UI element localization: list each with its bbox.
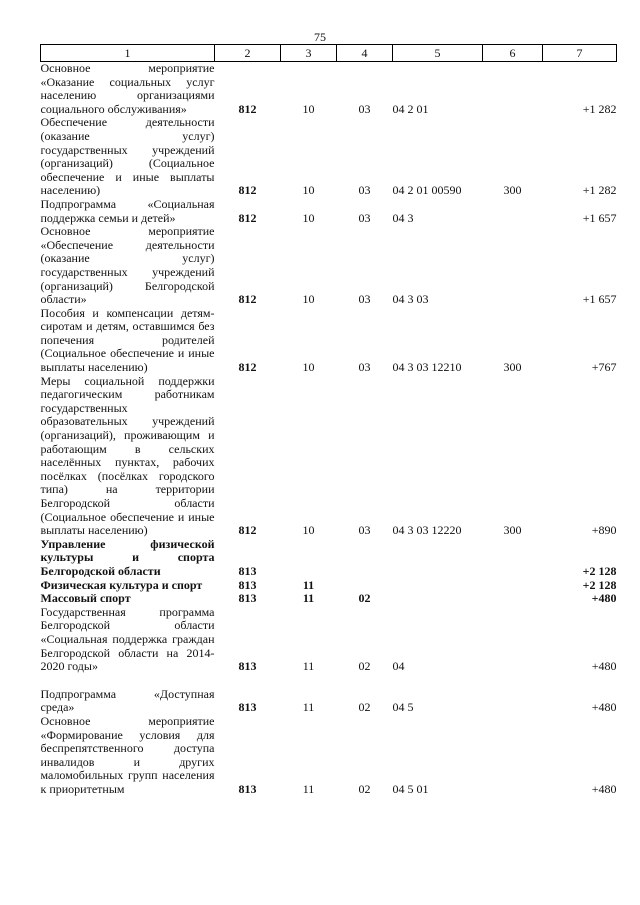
expense-type xyxy=(483,62,543,117)
col-header-1: 1 xyxy=(41,45,215,62)
ministry-code: 812 xyxy=(238,292,257,307)
section-code: 11 xyxy=(302,700,315,715)
row-name: Подпрограмма «Доступная среда» xyxy=(40,686,215,715)
table-row xyxy=(41,198,617,225)
table-row xyxy=(41,538,617,579)
table-row xyxy=(41,116,617,198)
table-row xyxy=(41,715,617,797)
target-article xyxy=(393,592,483,606)
ministry-code: 812 xyxy=(238,523,257,538)
subsection-code: 03 xyxy=(358,292,371,307)
expense-type xyxy=(483,579,543,593)
amount: +1 282 xyxy=(582,101,617,116)
ministry-code: 813 xyxy=(238,700,257,715)
ministry-code: 812 xyxy=(238,210,257,225)
col-header-2: 2 xyxy=(215,45,281,62)
section-code: 10 xyxy=(302,292,315,307)
subsection-code: 02 xyxy=(358,659,371,674)
ministry-code: 813 xyxy=(238,659,257,674)
target-article: 04 2 01 00590 xyxy=(392,183,462,198)
subsection-code: 02 xyxy=(358,781,371,796)
ministry-code: 813 xyxy=(238,563,257,578)
subsection-code: 02 xyxy=(358,591,371,606)
row-name: Пособия и компенсации детям-сиротам и детям, оставшимся без попечения родителей (Социальное обеспечение и иные выплаты населению) xyxy=(40,305,215,375)
table-row xyxy=(41,606,617,674)
target-article xyxy=(393,538,483,579)
ministry-code: 813 xyxy=(238,591,257,606)
expense-type xyxy=(483,715,543,797)
expense-type: 300 xyxy=(503,360,522,375)
row-name: Основное мероприятие «Формирование условия для беспрепятственного доступа инвалидов и других маломобильных групп населения к приоритетным xyxy=(40,713,215,796)
section-code: 10 xyxy=(302,101,315,116)
row-name: Основное мероприятие «Обеспечение деятельности (оказание услуг) государственных учреждений (организаций) Белгородской области» xyxy=(40,224,215,307)
target-article: 04 5 01 xyxy=(392,781,429,796)
target-article: 04 2 01 xyxy=(392,101,429,116)
row-name: Обеспечение деятельности (оказание услуг) государственных учреждений (организаций) (Социальное обеспечение и иные выплаты населению) xyxy=(40,115,215,198)
amount: +480 xyxy=(591,700,617,715)
ministry-code: 813 xyxy=(238,781,257,796)
expense-type xyxy=(483,538,543,579)
subsection-code: 02 xyxy=(358,700,371,715)
amount: +890 xyxy=(591,523,617,538)
ministry-code: 812 xyxy=(238,183,257,198)
table-row xyxy=(41,62,617,117)
subsection-code: 03 xyxy=(358,101,371,116)
section-code xyxy=(281,538,337,579)
expense-type: 300 xyxy=(503,183,522,198)
amount: +480 xyxy=(591,781,617,796)
col-header-3: 3 xyxy=(281,45,337,62)
target-article: 04 3 xyxy=(392,210,414,225)
target-article: 04 xyxy=(392,659,405,674)
section-code: 11 xyxy=(302,591,315,606)
col-header-6: 6 xyxy=(483,45,543,62)
table-row xyxy=(41,307,617,375)
subsection-code xyxy=(337,579,393,593)
target-article: 04 3 03 12210 xyxy=(392,360,462,375)
subsection-code: 03 xyxy=(358,210,371,225)
amount: +2 128 xyxy=(582,563,617,578)
row-name: Физическая культура и спорт xyxy=(40,577,203,592)
expense-type xyxy=(483,225,543,307)
row-name: Массовый спорт xyxy=(40,591,131,606)
ministry-code: 813 xyxy=(238,577,257,592)
page-number: 75 xyxy=(314,30,326,44)
subsection-code: 03 xyxy=(358,183,371,198)
section-code: 10 xyxy=(302,360,315,375)
target-article: 04 3 03 12220 xyxy=(392,523,462,538)
table-row xyxy=(41,592,617,606)
subsection-code: 03 xyxy=(358,523,371,538)
header-row xyxy=(41,45,617,62)
section-code: 11 xyxy=(302,577,315,592)
expense-type xyxy=(483,198,543,225)
table-row xyxy=(41,579,617,593)
amount: +1 657 xyxy=(582,292,617,307)
col-header-5: 5 xyxy=(393,45,483,62)
amount: +480 xyxy=(591,591,617,606)
ministry-code: 812 xyxy=(238,101,257,116)
amount: +1 282 xyxy=(582,183,617,198)
target-article: 04 5 xyxy=(392,700,414,715)
section-code: 11 xyxy=(302,659,315,674)
row-name: Государственная программа Белгородской области «Социальная поддержка граждан Белгородской области на 2014-2020 годы» xyxy=(40,604,215,674)
row-name: Подпрограмма «Социальная поддержка семьи и детей» xyxy=(40,196,215,225)
expense-type xyxy=(483,606,543,674)
section-code: 11 xyxy=(302,781,315,796)
spacer-row xyxy=(41,674,617,688)
subsection-code: 03 xyxy=(358,360,371,375)
section-code: 10 xyxy=(302,523,315,538)
amount: +2 128 xyxy=(582,577,617,592)
expense-type: 300 xyxy=(503,523,522,538)
table-row xyxy=(41,375,617,538)
col-header-4: 4 xyxy=(337,45,393,62)
col-header-7: 7 xyxy=(543,45,617,62)
ministry-code: 812 xyxy=(238,360,257,375)
amount: +767 xyxy=(591,360,617,375)
target-article: 04 3 03 xyxy=(392,292,429,307)
expense-type xyxy=(483,688,543,715)
row-name: Основное мероприятие «Оказание социальных услуг населению организациями социального обслуживания» xyxy=(40,61,215,116)
budget-table xyxy=(40,44,617,796)
amount: +480 xyxy=(591,659,617,674)
section-code: 10 xyxy=(302,210,315,225)
subsection-code xyxy=(337,538,393,579)
amount: +1 657 xyxy=(582,210,617,225)
row-name: Меры социальной поддержки педагогическим работникам государственных образовательных учреждений (организаций), проживающим и работающим в сельских населённых пунктах, рабочих посёлках (посёлках городского типа) на территории Белгородской области (Социальное обеспечение и иные выплаты населению) xyxy=(40,373,215,538)
table-row xyxy=(41,225,617,307)
table-row xyxy=(41,688,617,715)
row-name: Управление физической культуры и спорта Белгородской области xyxy=(40,536,215,578)
expense-type xyxy=(483,592,543,606)
section-code: 10 xyxy=(302,183,315,198)
target-article xyxy=(393,579,483,593)
